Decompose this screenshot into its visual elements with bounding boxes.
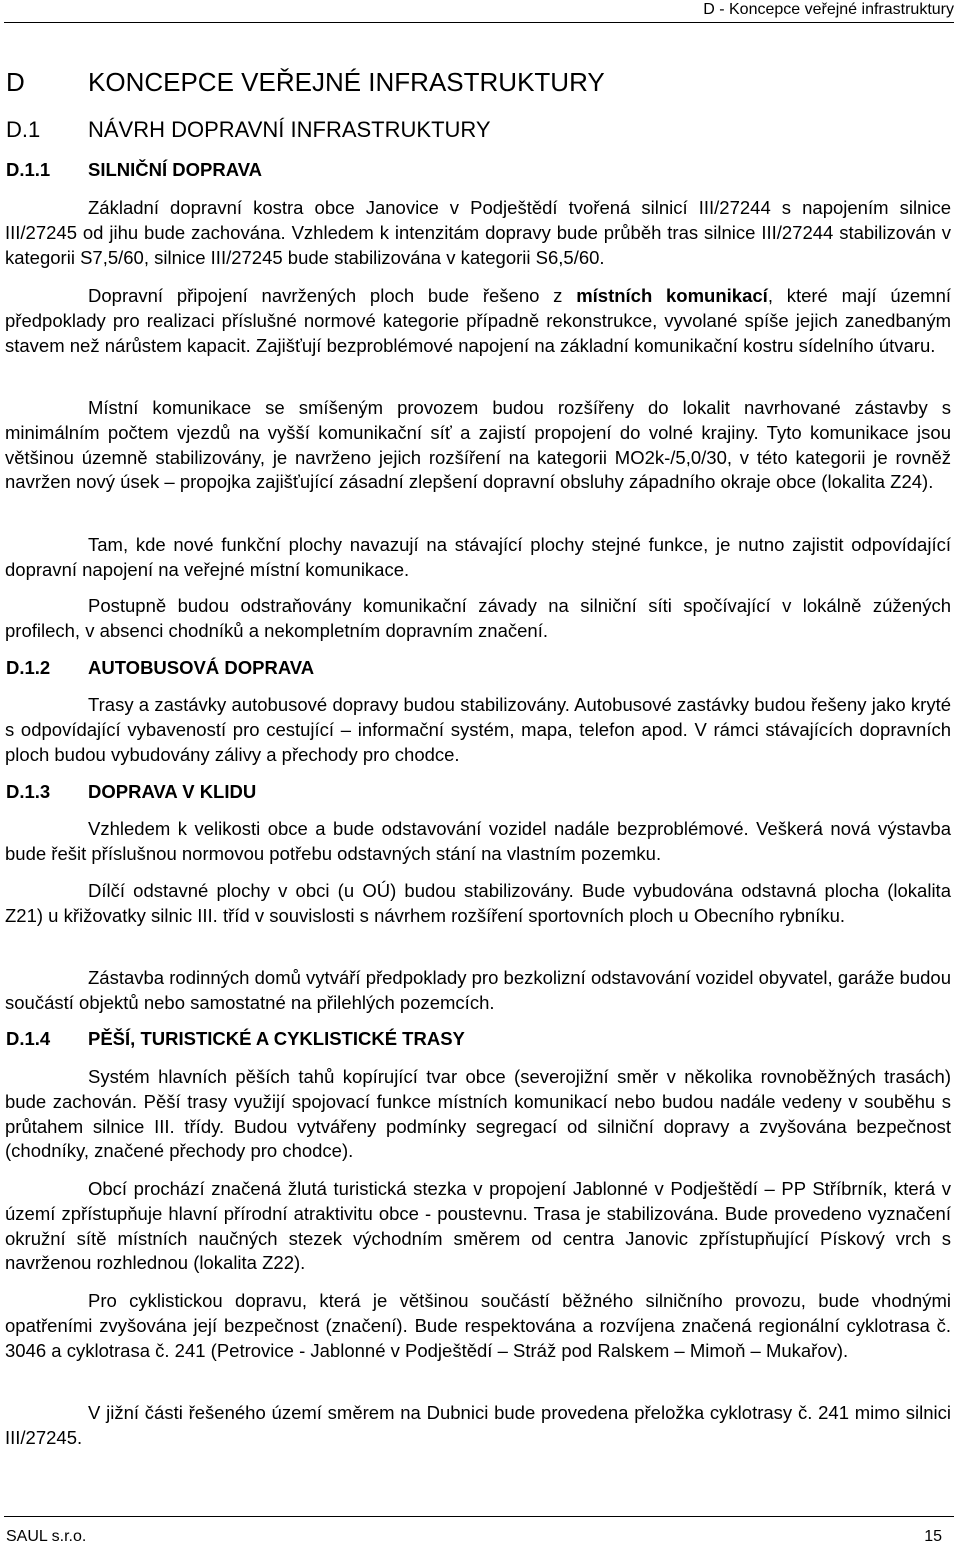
- subsection-number: D.1.4: [6, 1028, 51, 1049]
- subsection-number: D.1.3: [6, 781, 51, 802]
- paragraph: Systém hlavních pěších tahů kopírující tvar obce (severojižní směr v několika rovnoběžných trasách) bude zachován. Pěší trasy využijí spojovací funkce místních komunikací nebo budou nadále vedeny v souběhu s průtahem silnice III. třídy. Budou vytvářeny podmínky segregací od silniční dopravy a zvyšována bezpečnost (chodníky, značené přechody pro chodce).: [5, 1066, 951, 1162]
- subsection-number: D.1.2: [6, 657, 51, 678]
- section-title: NÁVRH DOPRAVNÍ INFRASTRUKTURY: [88, 117, 491, 142]
- emphasis: místních komunikací: [576, 285, 768, 306]
- paragraph: V jižní části řešeného území směrem na Dubnici bude provedena přeložka cyklotrasy č. 241 mimo silnici III/27245.: [5, 1402, 951, 1448]
- paragraph: Dílčí odstavné plochy v obci (u OÚ) budou stabilizovány. Bude vybudována odstavná plocha (lokalita Z21) u křižovatky silnic III. tříd v souvislosti s návrhem rozšíření sportovních ploch u Obecního rybníku.: [5, 880, 951, 926]
- subsection-title: AUTOBUSOVÁ DOPRAVA: [88, 657, 315, 678]
- page-footer: [4, 1516, 954, 1545]
- chapter-number: D: [6, 67, 25, 97]
- subsection-title: DOPRAVA V KLIDU: [88, 781, 257, 802]
- paragraph: Vzhledem k velikosti obce a bude odstavování vozidel nadále bezproblémové. Veškerá nová výstavba bude řešit příslušnou normovou potřebu odstavných stání na vlastním pozemku.: [5, 818, 951, 864]
- paragraph: Základní dopravní kostra obce Janovice v Podještědí tvořená silnicí III/27244 s napojením silnice III/27245 od jihu bude zachována. Vzhledem k intenzitám dopravy bude průběh tras silnice III/27244 stabilizován v kategorii S7,5/60, silnice III/27245 bude stabilizována v kategorii S6,5/60.: [5, 197, 951, 268]
- paragraph: Dopravní připojení navržených ploch bude řešeno z místních komunikací, které mají územní předpoklady pro realizaci příslušné normové kategorie případně rekonstrukce, vyvolané spíše jejich zanedbaným stavem než nárůstem kapacit. Zajišťují bezproblémové napojení na základní komunikační kostru sídelního útvaru.: [5, 285, 951, 356]
- subsection-title: SILNIČNÍ DOPRAVA: [88, 159, 263, 180]
- paragraph: Trasy a zastávky autobusové dopravy budou stabilizovány. Autobusové zastávky budou řešeny jako kryté s odpovídající vybaveností pro cestující – informační systém, mapa, telefon apod. V rámci stávajících dopravních ploch budou vybudovány zálivy a přechody pro chodce.: [5, 694, 951, 765]
- paragraph: Obcí prochází značená žlutá turistická stezka v propojení Jablonné v Podještědí – PP Stříbrník, která v území zpřístupňuje hlavní přírodní atraktivitu obce - poustevnu. Trasa je stabilizována. Bude provedeno vyznačení okružní sítě místních naučných stezek východním směrem od centra Janovic zpřístupňující Pískový vrch s navrženou rozhlednou (lokalita Z22).: [5, 1178, 951, 1274]
- running-header: [4, 0, 954, 23]
- section-number: D.1: [6, 117, 41, 142]
- paragraph: Tam, kde nové funkční plochy navazují na stávající plochy stejné funkce, je nutno zajistit odpovídající dopravní napojení na veřejné místní komunikace.: [5, 534, 951, 580]
- subsection-title: PĚŠÍ, TURISTICKÉ A CYKLISTICKÉ TRASY: [88, 1028, 465, 1049]
- paragraph: Zástavba rodinných domů vytváří předpoklady pro bezkolizní odstavování vozidel obyvatel, garáže budou součástí objektů nebo samostatné na přilehlých pozemcích.: [5, 967, 951, 1013]
- page-number: 15: [924, 1528, 942, 1545]
- chapter-title: KONCEPCE VEŘEJNÉ INFRASTRUKTURY: [88, 67, 605, 97]
- running-title: D - Koncepce veřejné infrastruktury: [703, 1, 954, 18]
- paragraph: Postupně budou odstraňovány komunikační závady na silniční síti spočívající v lokálně zúžených profilech, v absenci chodníků a nekompletním dopravním značení.: [5, 595, 951, 641]
- subsection-number: D.1.1: [6, 159, 51, 180]
- paragraph: Pro cyklistickou dopravu, která je většinou součástí běžného silničního provozu, bude vhodnými opatřeními zvyšována její bezpečnost (značení). Bude respektována a rozvíjena značená regionální cyklotrasa č. 3046 a cyklotrasa č. 241 (Petrovice - Jablonné v Podještědí – Stráž pod Ralskem – Mimoň – Mukařov).: [5, 1290, 951, 1361]
- footer-company: SAUL s.r.o.: [6, 1528, 87, 1545]
- paragraph: Místní komunikace se smíšeným provozem budou rozšířeny do lokalit navrhované zástavby s minimálním počtem vjezdů na vyšší komunikační síť a zajistí propojení do volné krajiny. Tyto komunikace jsou většinou územně stabilizovány, je navrženo jejich rozšíření na kategorii MO2k-/5,0/30, v této kategorii je rovněž navržen nový úsek – propojka zajišťující zásadní zlepšení dopravní obsluhy západního okraje obce (lokalita Z24).: [5, 397, 951, 493]
